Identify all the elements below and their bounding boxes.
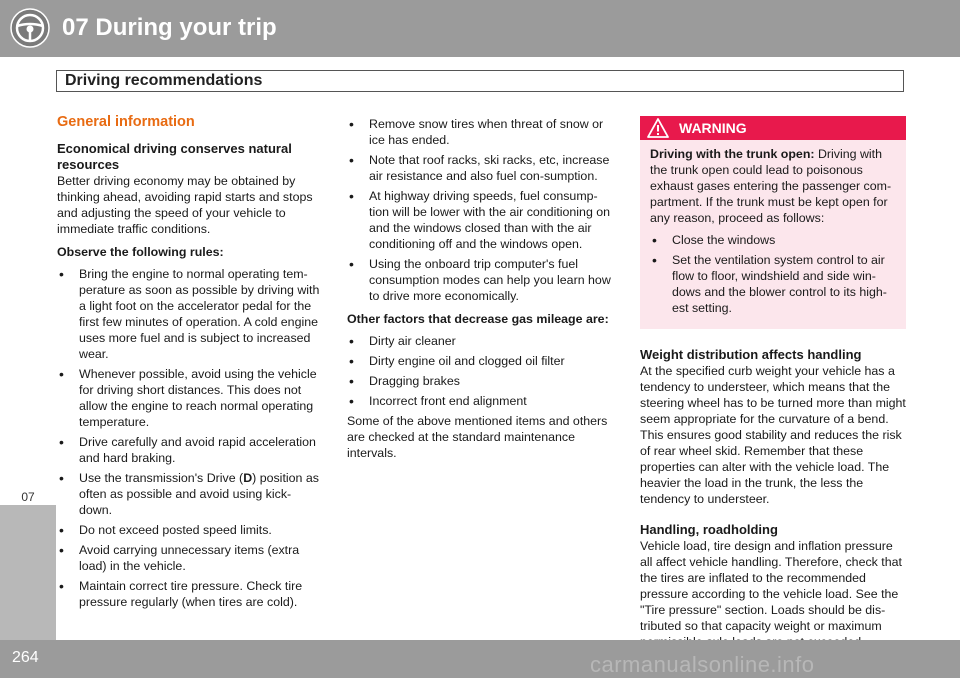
drive-rule-text-start: Use the transmission's Drive ( — [79, 471, 244, 485]
warning-lead-bold: Driving with the trunk open: — [650, 147, 815, 161]
list-item: • Remove snow tires when threat of snow or ice has ended. — [347, 116, 615, 148]
list-item: • Dirty air cleaner — [347, 333, 615, 349]
list-item: • Incorrect front end alignment — [347, 393, 615, 409]
sidebar-chapter-block — [0, 505, 56, 640]
factors-label: Other factors that decrease gas mileage are: — [347, 312, 609, 326]
steering-wheel-icon — [10, 8, 50, 48]
factors-list — [347, 333, 615, 409]
list-item: • Do not exceed posted speed limits. — [57, 522, 323, 538]
list-item: • Avoid carrying unnecessary items (extra load) in the vehicle. — [57, 542, 323, 574]
weight-distribution-text: At the specified curb weight your vehicle has a tendency to understeer, which means that the steering wheel has to be turned more than might seem appropriate for the curvature of a bend. This ensures good stability and reduces the risk of rear wheel skid. Remember that these properties can alter with the vehicle load. The heavier the load in the trunk, the less the tendency to understeer. — [640, 364, 906, 506]
list-item: • Note that roof racks, ski racks, etc, increase air resistance and also fuel con-sumption. — [347, 152, 615, 184]
list-item: • At highway driving speeds, fuel consump-tion will be lower with the air conditioning on and the windows closed than with the air conditioning off and the windows open. — [347, 188, 615, 252]
tips-list — [347, 116, 615, 304]
handling-heading: Handling, roadholding — [640, 522, 778, 537]
warning-lead — [650, 146, 896, 226]
chapter-header-bar — [0, 0, 960, 57]
list-item: • Dragging brakes — [347, 373, 615, 389]
drive-position-letter: D — [243, 471, 253, 485]
column-right — [640, 116, 906, 650]
list-item — [57, 470, 323, 518]
general-information-heading: General information — [57, 114, 195, 130]
weight-distribution-heading: Weight distribution affects handling — [640, 347, 862, 362]
list-item: • Close the windows — [650, 232, 896, 248]
column-middle — [347, 116, 615, 461]
rules-label: Observe the following rules: — [57, 245, 224, 259]
list-item: • Set the ventilation system control to air flow to floor, windshield and side win-dows and the blower control to its high-est setting. — [650, 252, 896, 316]
warning-title: WARNING — [679, 120, 747, 136]
column-left — [57, 112, 323, 614]
intro-paragraph: Better driving economy may be obtained by thinking ahead, avoiding rapid starts and stops and adjusting the speed of your vehicle to immediate traffic conditions. — [57, 174, 313, 236]
warning-header — [640, 116, 906, 140]
warning-body — [640, 140, 906, 329]
list-item: • Using the onboard trip computer's fuel consumption modes can help you learn how to drive more economically. — [347, 256, 615, 304]
warning-triangle-icon — [647, 118, 669, 138]
section-title-bar — [56, 70, 904, 92]
drive-rule-text-end: ) position as often as possible and avoid using kick-down. — [79, 471, 319, 517]
rules-list — [57, 266, 323, 610]
list-item: • Maintain correct tire pressure. Check tire pressure regularly (when tires are cold). — [57, 578, 323, 610]
watermark: carmanualsonline.info — [590, 652, 815, 677]
chapter-tab — [0, 490, 56, 512]
economical-driving-heading: Economical driving conserves natural resources — [57, 141, 292, 172]
warning-steps-list — [650, 232, 896, 316]
list-item: • Whenever possible, avoid using the vehicle for driving short distances. This does not allow the engine to reach normal operating temperature. — [57, 366, 323, 430]
warning-box — [640, 116, 906, 329]
list-item: • Bring the engine to normal operating tem-perature as soon as possible by driving with a light foot on the accelerator pedal for the first few minutes of operation. A cold engine uses more fuel and is subject to increased wear. — [57, 266, 323, 362]
list-item: • Dirty engine oil and clogged oil filter — [347, 353, 615, 369]
warning-lead-text: Driving with the trunk open could lead to poisonous exhaust gases entering the passenger com-partment. If the trunk must be kept open for any reason, proceed as follows: — [650, 147, 892, 225]
page-number: 264 — [12, 649, 39, 666]
list-item: • Drive carefully and avoid rapid acceleration and hard braking. — [57, 434, 323, 466]
handling-text: Vehicle load, tire design and inflation pressure all affect vehicle handling. Therefore, check that the tires are inflated to the recommended pressure according to the vehicle load. See the "Tire pressure" section. Loads should be dis-tributed so that capacity weight or maximum — [640, 539, 902, 633]
section-title: Driving recommendations — [65, 72, 263, 89]
chapter-title: 07 During your trip — [62, 14, 277, 41]
page-footer — [0, 640, 960, 678]
chapter-tab-label: 07 — [21, 490, 35, 504]
maintenance-note: Some of the above mentioned items and others are checked at the standard maintenance intervals. — [347, 414, 608, 460]
